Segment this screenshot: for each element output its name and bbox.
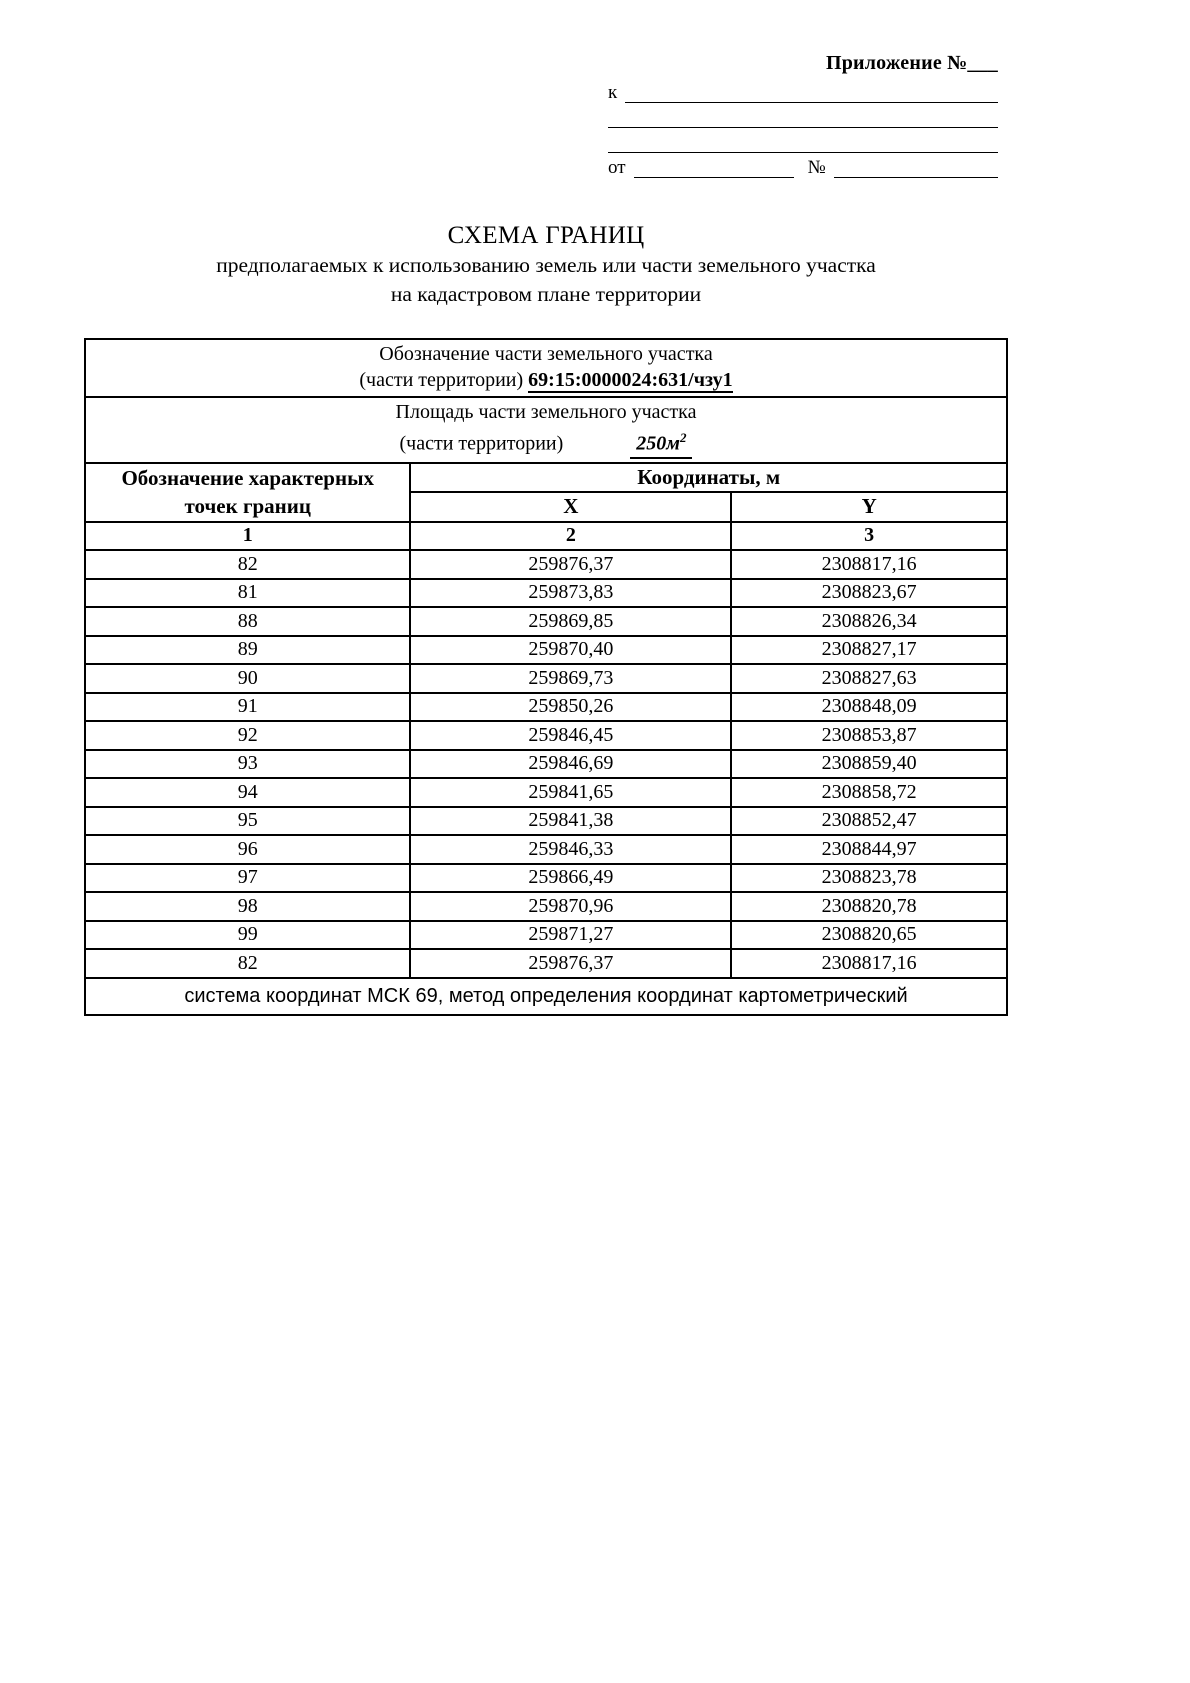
y-cell: 2308859,40 (731, 750, 1007, 779)
table-row (85, 664, 1007, 693)
table-row (85, 864, 1007, 893)
y-cell: 2308823,67 (731, 579, 1007, 608)
coordinates-group-header: Координаты, м (410, 463, 1007, 492)
x-cell: 259841,38 (410, 807, 731, 836)
blank-line-2 (608, 132, 998, 153)
y-cell: 2308853,87 (731, 721, 1007, 750)
x-cell: 259850,26 (410, 693, 731, 722)
table-row (85, 892, 1007, 921)
document-title: СХЕМА ГРАНИЦ (447, 222, 645, 249)
y-cell: 2308858,72 (731, 778, 1007, 807)
table-row (85, 778, 1007, 807)
blank-underline (608, 132, 998, 153)
x-cell: 259871,27 (410, 921, 731, 950)
coordinate-system-note: система координат МСК 69, метод определения координат картометрический (85, 978, 1007, 1015)
from-label: от (608, 157, 626, 178)
point-cell: 82 (85, 949, 410, 978)
number-sign-label: № (807, 157, 826, 178)
document-subtitle-2: на кадастровом плане территории (390, 282, 702, 306)
to-line (608, 82, 998, 103)
to-label: к (608, 82, 618, 103)
x-cell: 259869,73 (410, 664, 731, 693)
coordinates-body (85, 550, 1007, 978)
area-cell (85, 397, 1007, 463)
area-label-line2: (части территории) $250м^2$ (94, 425, 998, 459)
table-row (85, 750, 1007, 779)
y-cell: 2308823,78 (731, 864, 1007, 893)
blank-line-1 (608, 107, 998, 128)
designation-cell (85, 339, 1007, 397)
blank-underline (608, 107, 998, 128)
point-cell: 95 (85, 807, 410, 836)
column-index-3: 3 (731, 522, 1007, 551)
column-index-row (85, 522, 1007, 551)
x-cell: 259870,96 (410, 892, 731, 921)
blank-underline (634, 157, 794, 178)
x-cell: 259869,85 (410, 607, 731, 636)
area-value: $250м^2$ (630, 425, 692, 459)
point-cell: 97 (85, 864, 410, 893)
y-cell: 2308848,09 (731, 693, 1007, 722)
coordinates-table (84, 338, 1008, 1016)
point-cell: 82 (85, 550, 410, 579)
table-row (85, 807, 1007, 836)
table-row (85, 550, 1007, 579)
column-index-2: 2 (410, 522, 731, 551)
point-cell: 90 (85, 664, 410, 693)
y-cell: 2308820,78 (731, 892, 1007, 921)
designation-row (85, 339, 1007, 397)
x-cell: 259876,37 (410, 550, 731, 579)
x-cell: 259876,37 (410, 949, 731, 978)
table-row (85, 721, 1007, 750)
point-cell: 89 (85, 636, 410, 665)
point-cell: 88 (85, 607, 410, 636)
y-cell: 2308817,16 (731, 949, 1007, 978)
blank-underline (625, 82, 998, 103)
area-value-superscript: 2 (679, 430, 687, 445)
y-cell: 2308820,65 (731, 921, 1007, 950)
document-title-block (84, 220, 1008, 309)
x-cell: 259866,49 (410, 864, 731, 893)
cadastral-number-value: 69:15:0000024:631/чзу1 (528, 369, 733, 391)
x-cell: 259841,65 (410, 778, 731, 807)
document-subtitle-1: предполагаемых к использованию земель или части земельного участка (216, 253, 876, 277)
y-cell: 2308827,17 (731, 636, 1007, 665)
points-column-header: Обозначение характерных точек границ (85, 463, 410, 522)
y-cell: 2308852,47 (731, 807, 1007, 836)
blank-underline (834, 157, 998, 178)
point-cell: 93 (85, 750, 410, 779)
column-index-1: 1 (85, 522, 410, 551)
designation-label-line1: Обозначение части земельного участка (379, 343, 713, 365)
y-cell: 2308817,16 (731, 550, 1007, 579)
table-row (85, 636, 1007, 665)
table-row (85, 579, 1007, 608)
x-cell: 259846,33 (410, 835, 731, 864)
x-cell: 259846,69 (410, 750, 731, 779)
point-cell: 96 (85, 835, 410, 864)
table-row (85, 693, 1007, 722)
table-row (85, 835, 1007, 864)
point-cell: 81 (85, 579, 410, 608)
appendix-block (608, 52, 998, 178)
point-cell: 92 (85, 721, 410, 750)
point-cell: 98 (85, 892, 410, 921)
x-cell: 259870,40 (410, 636, 731, 665)
area-row (85, 397, 1007, 463)
from-number-line (608, 157, 998, 178)
area-label-line1: Площадь части земельного участка (395, 401, 697, 423)
x-column-header: X (410, 492, 731, 522)
table-header-row-1 (85, 463, 1007, 492)
table-row (85, 607, 1007, 636)
y-column-header: Y (731, 492, 1007, 522)
point-cell: 94 (85, 778, 410, 807)
designation-label-line2: (части территории) 69:15:0000024:631/чзу1 (359, 369, 733, 391)
y-cell: 2308844,97 (731, 835, 1007, 864)
point-cell: 91 (85, 693, 410, 722)
y-cell: 2308826,34 (731, 607, 1007, 636)
table-row (85, 949, 1007, 978)
point-cell: 99 (85, 921, 410, 950)
x-cell: 259846,45 (410, 721, 731, 750)
y-cell: 2308827,63 (731, 664, 1007, 693)
appendix-number-label: Приложение №___ (825, 52, 998, 74)
table-row (85, 921, 1007, 950)
table-footer-row (85, 978, 1007, 1015)
x-cell: 259873,83 (410, 579, 731, 608)
